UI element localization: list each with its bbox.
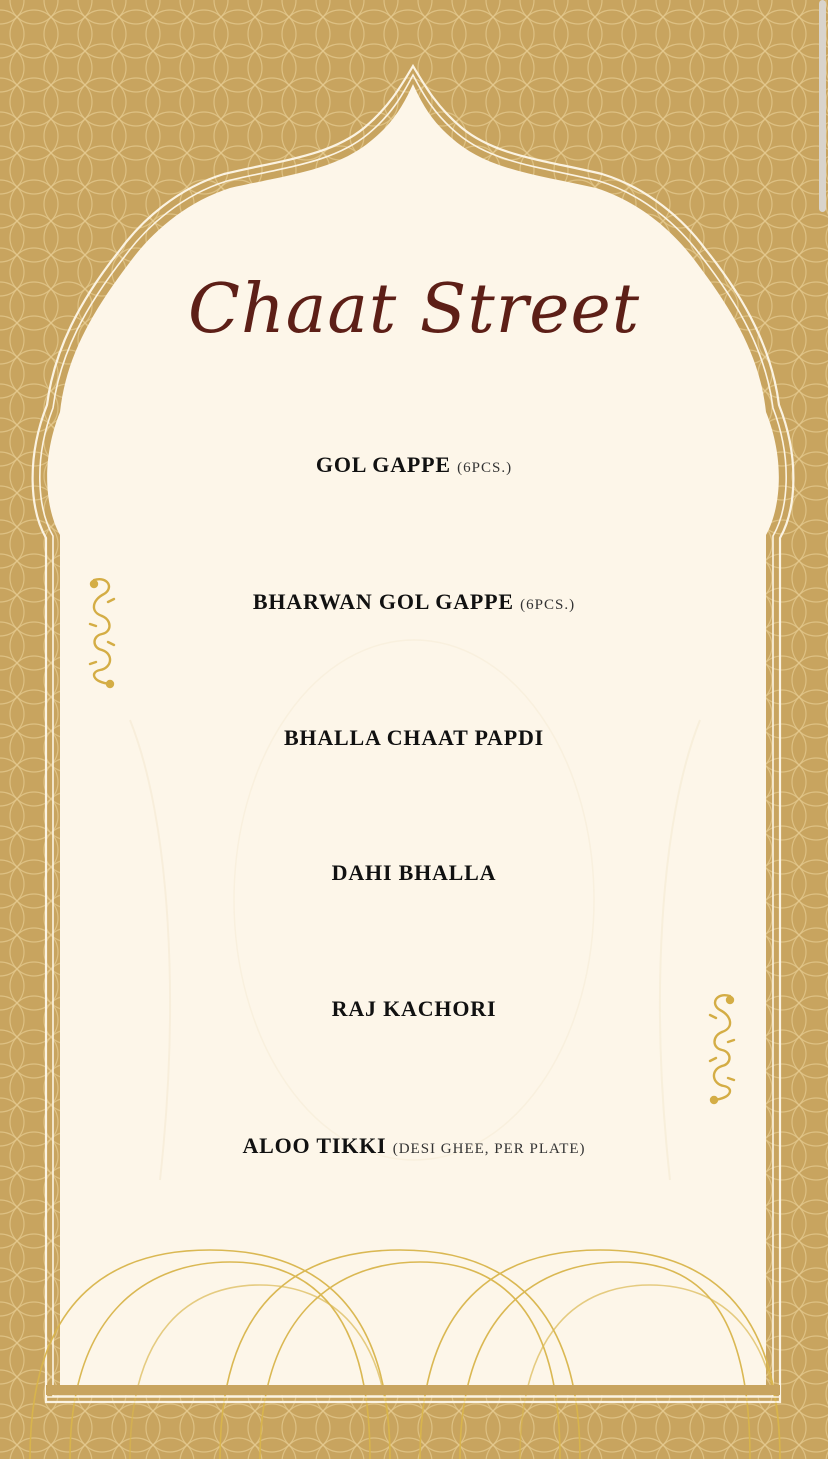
menu-item-aloo-tikki [0,1133,828,1159]
menu-item-name: DAHI BHALLA [331,860,497,885]
menu-item-bharwan-gol-gappe [0,589,828,615]
menu-item-name: RAJ KACHORI [331,996,497,1021]
menu-title: Chaat Street [187,270,641,349]
menu-item-note: (6PCS.) [520,597,576,613]
menu-item-name: BHARWAN GOL GAPPE [252,589,514,614]
menu-item-name: ALOO TIKKI [242,1133,387,1158]
menu-item-gol-gappe [0,452,828,478]
scrollbar[interactable] [819,0,826,212]
menu-item-raj-kachori [0,996,828,1022]
menu-item-name: BHALLA CHAAT PAPDI [283,725,545,750]
menu-item-dahi-bhalla [0,860,828,886]
menu-item-note: (DESI GHEE, PER PLATE) [392,1141,586,1157]
menu-item-bhalla-chaat-papdi [0,725,828,751]
menu-item-name: GOL GAPPE [315,452,451,477]
menu-item-note: (6PCS.) [457,460,513,476]
